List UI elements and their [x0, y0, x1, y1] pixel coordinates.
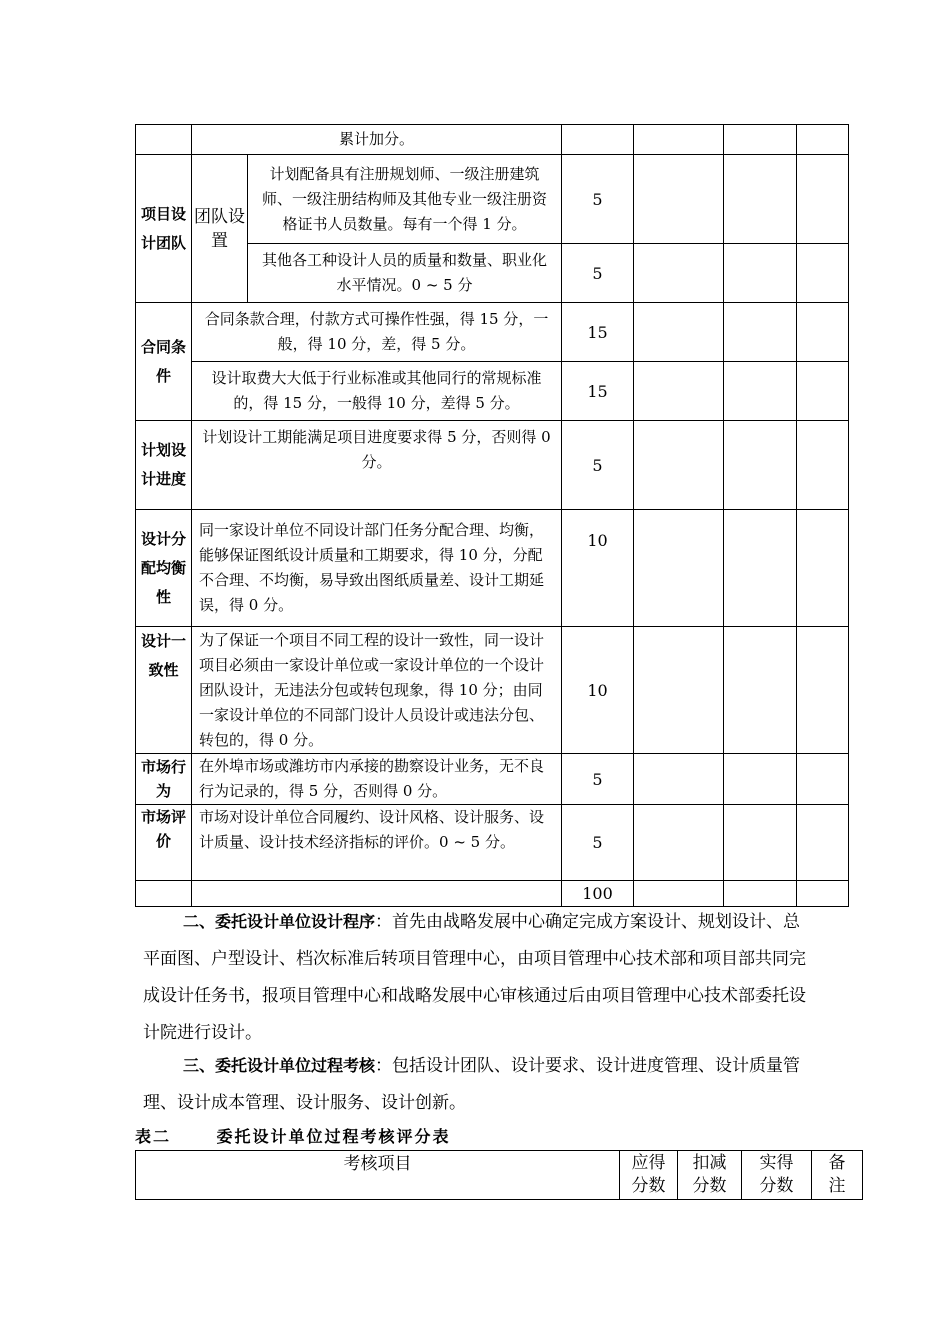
table-row — [136, 155, 849, 244]
header-item: 考核项目 — [136, 1151, 620, 1200]
score-cell: 10 — [562, 627, 634, 754]
criteria-desc: 累计加分。 — [192, 125, 562, 155]
category-cell: 市场评价 — [136, 805, 192, 881]
header-actual: 实得分数 — [742, 1151, 812, 1200]
category-cell: 合同条件 — [136, 303, 192, 421]
table-row — [136, 510, 849, 627]
score-cell: 5 — [562, 754, 634, 805]
score-cell: 5 — [562, 244, 634, 303]
table-row — [136, 125, 849, 155]
table-row — [136, 421, 849, 510]
score-cell: 10 — [562, 510, 634, 627]
section-2-paragraph — [143, 903, 813, 1052]
score-cell: 15 — [562, 362, 634, 421]
header-remark: 备注 — [812, 1151, 863, 1200]
category-cell: 设计分配均衡性 — [136, 510, 192, 627]
category-cell: 市场行为 — [136, 754, 192, 805]
criteria-desc: 计划配备具有注册规划师、一级注册建筑师、一级注册结构师及其他专业一级注册资格证书人员数量。每有一个得 1 分。 — [248, 155, 562, 244]
category-cell: 设计一致性 — [136, 627, 192, 754]
score-cell: 5 — [562, 155, 634, 244]
process-table — [135, 1150, 863, 1200]
criteria-desc: 设计取费大大低于行业标准或其他同行的常规标准的，得 15 分，一般得 10 分，差得 5 分。 — [192, 362, 562, 421]
table-2-caption — [135, 1124, 450, 1147]
criteria-desc: 同一家设计单位不同设计部门任务分配合理、均衡，能够保证图纸设计质量和工期要求，得 10 分，分配不合理、不均衡，易导致出图纸质量差、设计工期延误，得 0 分。 — [192, 510, 562, 627]
total-score: 100 — [562, 881, 634, 907]
table-2-title: 委托设计单位过程考核评分表 — [216, 1127, 451, 1146]
criteria-desc: 市场对设计单位合同履约、设计风格、设计服务、设计质量、设计技术经济指标的评价。0 ~ 5 分。 — [192, 805, 562, 881]
category-cell: 项目设计团队 — [136, 155, 192, 303]
header-due: 应得分数 — [620, 1151, 678, 1200]
table-row — [136, 303, 849, 362]
criteria-desc: 合同条款合理，付款方式可操作性强，得 15 分，一般，得 10 分，差，得 5 分。 — [192, 303, 562, 362]
table-row — [136, 754, 849, 805]
table-row — [136, 627, 849, 754]
section-2-body: ：首先由战略发展中心确定完成方案设计、规划设计、总平面图、户型设计、档次标准后转项目管理中心，由项目管理中心技术部和项目部共同完成设计任务书，报项目管理中心和战略发展中心审核通过后由项目管理中心技术部委托设计院进行设计。 — [143, 912, 806, 1043]
table-row — [136, 362, 849, 421]
section-3-body: ：包括设计团队、设计要求、设计进度管理、设计质量管理、设计成本管理、设计服务、设计创新。 — [143, 1056, 801, 1113]
score-cell: 15 — [562, 303, 634, 362]
table-header-row — [136, 1151, 863, 1200]
section-3-heading: 三、委托设计单位过程考核 — [183, 1056, 376, 1075]
scoring-table — [135, 124, 849, 907]
score-cell: 5 — [562, 421, 634, 510]
category-cell: 计划设计进度 — [136, 421, 192, 510]
criteria-desc: 为了保证一个项目不同工程的设计一致性，同一设计项目必须由一家设计单位或一家设计单位的一个设计团队设计，无违法分包或转包现象，得 10 分；由同一家设计单位的不同部门设计人员设计或违法分包、转包的，得 0 分。 — [192, 627, 562, 754]
score-cell: 5 — [562, 805, 634, 881]
criteria-desc: 在外埠市场或潍坊市内承接的勘察设计业务，无不良行为记录的，得 5 分，否则得 0 分。 — [192, 754, 562, 805]
header-deduct: 扣减分数 — [678, 1151, 742, 1200]
table-2-label: 表二 — [135, 1127, 172, 1146]
table-row — [136, 805, 849, 881]
criteria-desc: 计划设计工期能满足项目进度要求得 5 分，否则得 0 分。 — [192, 421, 562, 510]
criteria-desc: 其他各工种设计人员的质量和数量、职业化水平情况。0 ~ 5 分 — [248, 244, 562, 303]
section-3-paragraph — [143, 1047, 813, 1122]
subcategory-cell: 团队设置 — [192, 155, 248, 303]
section-2-heading: 二、委托设计单位设计程序 — [183, 912, 376, 931]
